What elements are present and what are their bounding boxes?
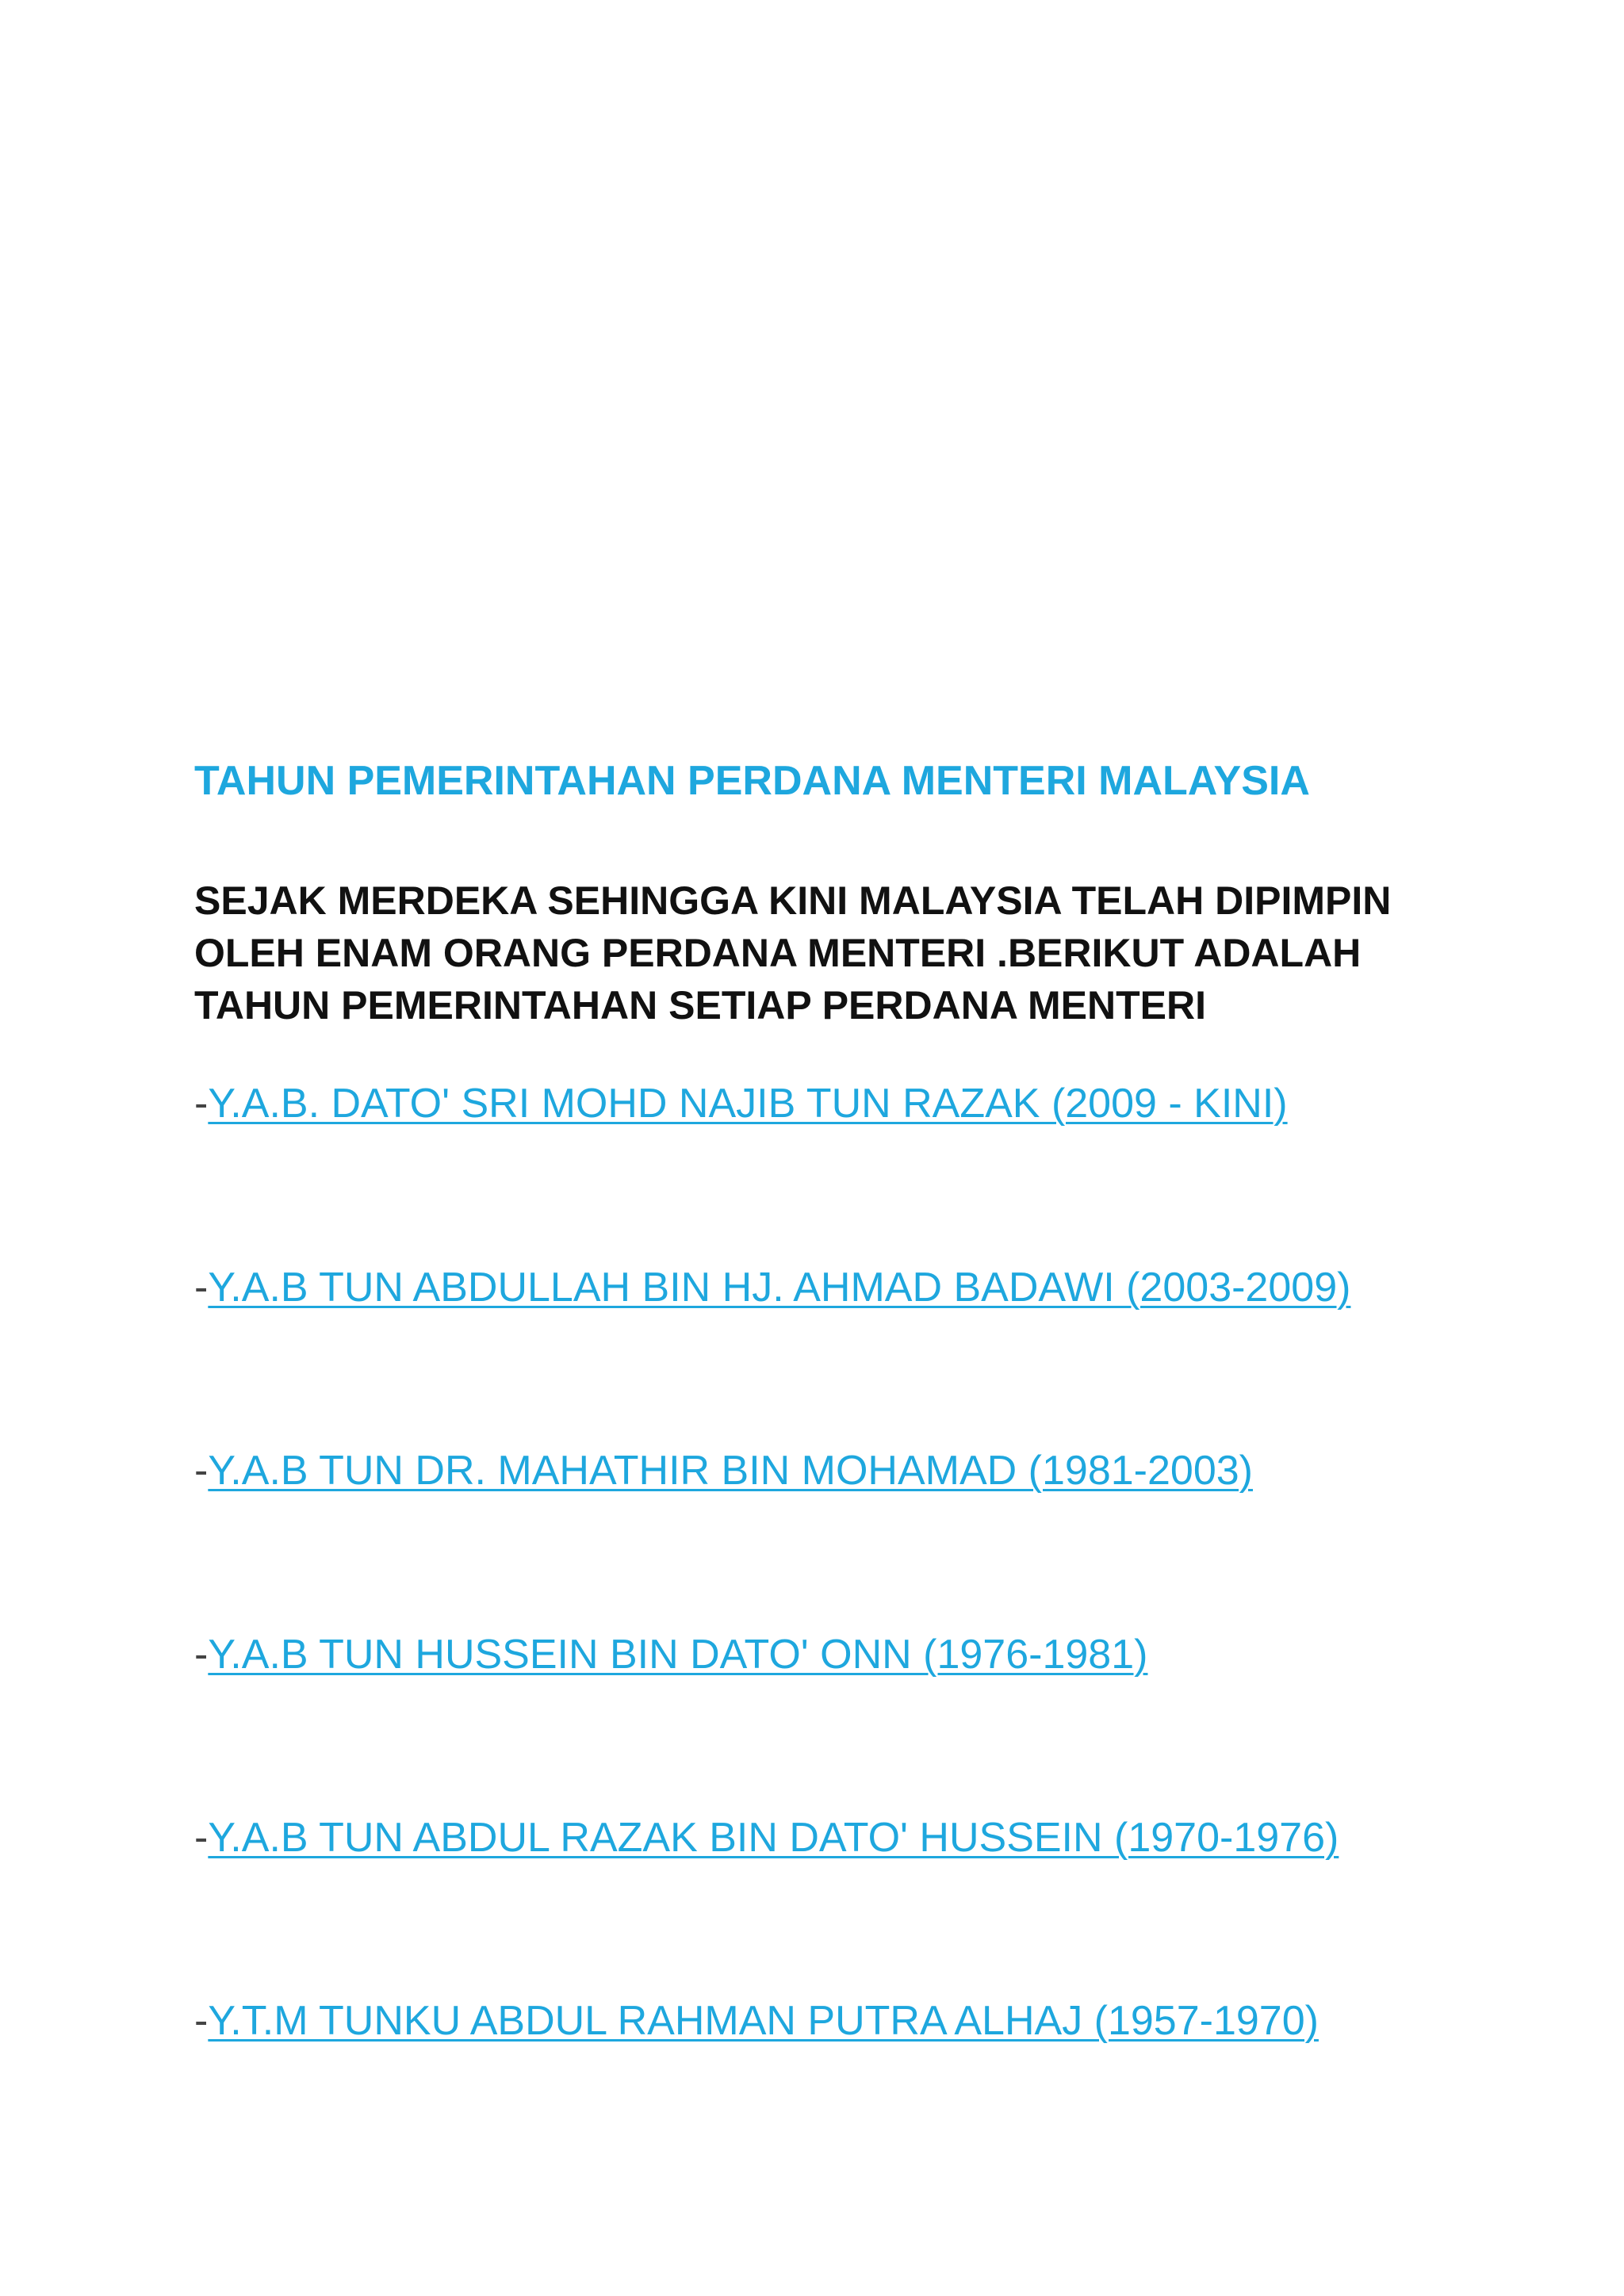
prime-minister-link-abdullah[interactable]: Y.A.B TUN ABDULLAH BIN HJ. AHMAD BADAWI (2003-2009) bbox=[208, 1265, 1351, 1311]
list-dash: - bbox=[194, 1265, 209, 1311]
list-item bbox=[194, 1447, 1253, 1494]
list-item bbox=[194, 1264, 1350, 1311]
page-title: TAHUN PEMERINTAHAN PERDANA MENTERI MALAYSIA bbox=[194, 758, 1310, 804]
prime-minister-link-tunku-abdul-rahman[interactable]: Y.T.M TUNKU ABDUL RAHMAN PUTRA ALHAJ (1957-1970) bbox=[208, 1998, 1319, 2044]
intro-line: OLEH ENAM ORANG PERDANA MENTERI .BERIKUT ADALAH bbox=[194, 931, 1362, 975]
list-item bbox=[194, 1631, 1147, 1678]
prime-minister-link-mahathir[interactable]: Y.A.B TUN DR. MAHATHIR BIN MOHAMAD (1981-2003) bbox=[208, 1448, 1253, 1494]
list-dash: - bbox=[194, 1448, 209, 1494]
list-dash: - bbox=[194, 1081, 209, 1127]
intro-paragraph bbox=[194, 874, 1495, 1031]
intro-line: TAHUN PEMERINTAHAN SETIAP PERDANA MENTERI bbox=[194, 983, 1206, 1027]
list-dash: - bbox=[194, 1815, 209, 1861]
prime-minister-link-abdul-razak[interactable]: Y.A.B TUN ABDUL RAZAK BIN DATO' HUSSEIN (1970-1976) bbox=[208, 1815, 1339, 1861]
intro-line: SEJAK MERDEKA SEHINGGA KINI MALAYSIA TELAH DIPIMPIN bbox=[194, 878, 1392, 923]
prime-minister-link-hussein-onn[interactable]: Y.A.B TUN HUSSEIN BIN DATO' ONN (1976-1981) bbox=[208, 1632, 1148, 1678]
prime-minister-link-najib[interactable]: Y.A.B. DATO' SRI MOHD NAJIB TUN RAZAK (2009 - KINI) bbox=[208, 1081, 1288, 1127]
list-item bbox=[194, 1080, 1288, 1127]
list-item bbox=[194, 1997, 1319, 2045]
list-item bbox=[194, 1814, 1339, 1862]
list-dash: - bbox=[194, 1632, 209, 1678]
list-dash: - bbox=[194, 1998, 209, 2044]
